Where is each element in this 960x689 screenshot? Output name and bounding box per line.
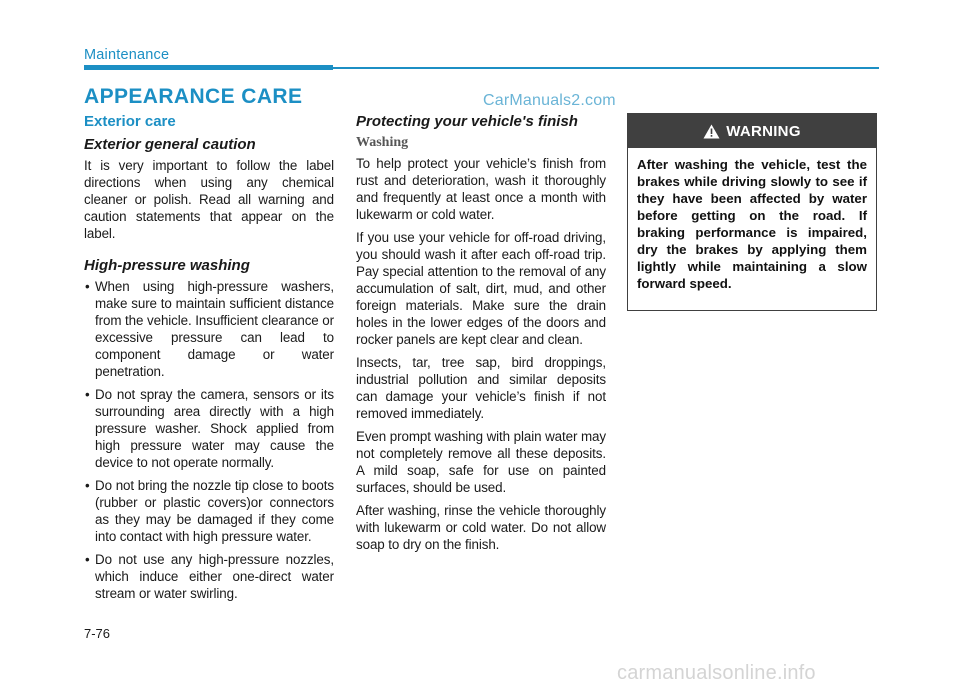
list-item: • Do not spray the camera, sensors or its surrounding area directly with a high pressure washer. Shock applied from high pressure water may cause the device to not operate normally.: [84, 386, 334, 471]
protecting-finish-heading: Protecting your vehicle's finish: [356, 113, 578, 130]
washing-paragraph: If you use your vehicle for off-road driving, you should wash it after each off-road trip. Pay special attention to the removal of any accumulation of salt, dirt, mud, and other foreign materials. Make sure the drain holes in the lower edges of the doors and rocker panels are kept clear and clean.: [356, 230, 606, 347]
exterior-care-heading: Exterior care: [84, 113, 176, 130]
high-pressure-list: [84, 278, 334, 602]
page-number: 7-76: [84, 626, 111, 641]
section-header: Maintenance: [84, 47, 170, 63]
header-rule-thick: [84, 65, 333, 70]
high-pressure-heading: High-pressure washing: [84, 257, 250, 274]
watermark-top: CarManuals2.com: [483, 92, 616, 109]
chapter-title: APPEARANCE CARE: [84, 85, 303, 108]
washing-heading: Washing: [356, 135, 409, 150]
general-caution-heading: Exterior general caution: [84, 136, 256, 153]
warning-box: [627, 113, 877, 311]
header-rule-thin: [333, 67, 879, 69]
warning-label: WARNING: [726, 122, 801, 140]
middle-column: [356, 112, 606, 559]
general-caution-paragraph: It is very important to follow the label directions when using any chemical cleaner or polish. Read all warning and caution statements that appear on the label.: [84, 158, 334, 241]
washing-paragraph: Even prompt washing with plain water may not completely remove all these deposits. A mild soap, safe for use on painted surfaces, should be used.: [356, 429, 606, 495]
warning-text: After washing the vehicle, test the brakes while driving slowly to see if they have been affected by water before getting on the road. If braking performance is impaired, dry the brakes by applying them lightly while maintaining a slow forward speed.: [637, 157, 867, 291]
left-column: [84, 112, 334, 608]
washing-paragraph: After washing, rinse the vehicle thoroughly with lukewarm or cold water. Do not allow soap to dry on the finish.: [356, 503, 606, 552]
list-item: • When using high-pressure washers, make sure to maintain sufficient distance from the vehicle. Insufficient clearance or excessive pressure can lead to component damage or water penetration.: [84, 278, 334, 380]
watermark-bottom: carmanualsonline.info: [617, 662, 816, 684]
list-item: • Do not bring the nozzle tip close to boots (rubber or plastic covers)or connectors as they may be damaged if they come into contact with high pressure water.: [84, 477, 334, 545]
warning-banner: [628, 114, 876, 148]
washing-paragraph: Insects, tar, tree sap, bird droppings, industrial pollution and similar deposits can damage your vehicle’s finish if not removed immediately.: [356, 355, 606, 421]
washing-paragraph: To help protect your vehicle’s finish from rust and deterioration, wash it thoroughly and frequently at least once a month with lukewarm or cold water.: [356, 156, 606, 222]
warning-triangle-icon: [703, 124, 720, 139]
list-item: • Do not use any high-pressure nozzles, which induce either one-direct water stream or water swirling.: [84, 551, 334, 602]
